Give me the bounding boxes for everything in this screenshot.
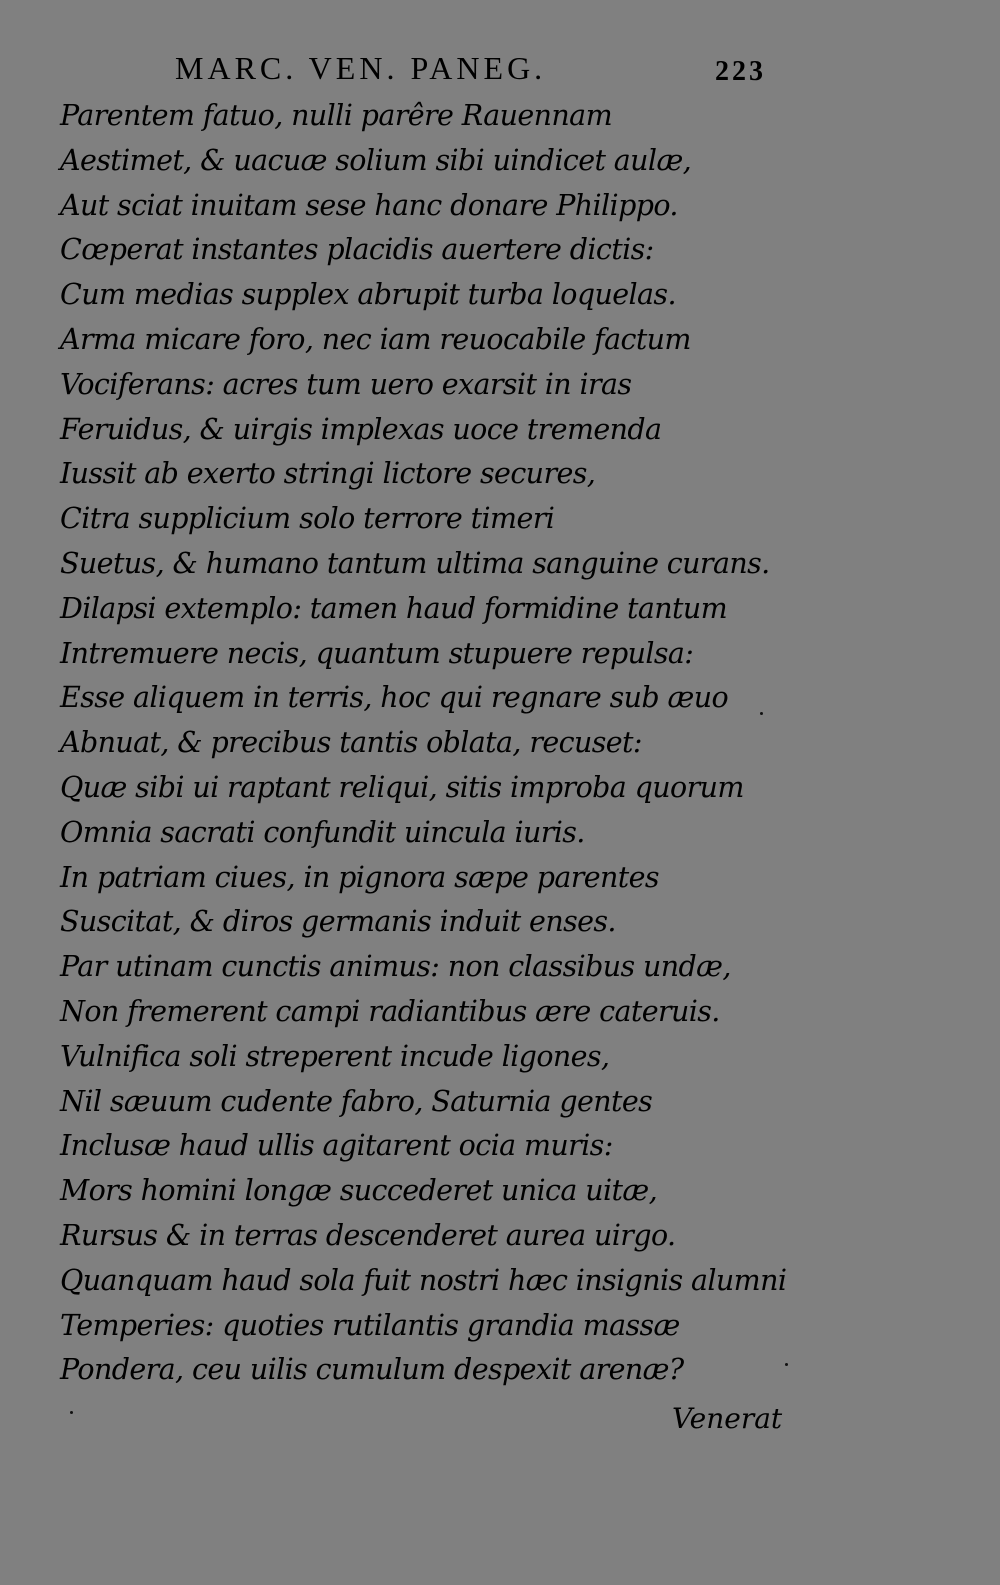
verse-line: Intremuere necis, quantum stupuere repulsa:: [60, 636, 694, 670]
verse-line: Feruidus, & uirgis implexas uoce tremenda: [60, 412, 662, 446]
verse-line: Cœperat instantes placidis auertere dictis:: [60, 233, 654, 267]
verse-line: Aestimet, & uacuæ solium sibi uindicet aulæ,: [60, 143, 692, 177]
verse-line: Suetus, & humano tantum ultima sanguine curans.: [60, 546, 770, 580]
verse-line: Nil sæuum cudente fabro, Saturnia gentes: [60, 1084, 653, 1118]
verse-line: Non fremerent campi radiantibus ære cateruis.: [60, 994, 720, 1028]
verse-line: In patriam ciues, in pignora sæpe parentes: [60, 860, 659, 894]
ink-speck: [785, 1363, 788, 1366]
verse-line: Abnuat, & precibus tantis oblata, recuset:: [60, 726, 642, 760]
verse-line: Mors homini longæ succederet unica uitæ,: [60, 1174, 658, 1208]
verse-line: Parentem fatuo, nulli parêre Rauennam: [60, 99, 613, 132]
verse-line: Iussit ab exerto stringi lictore secures,: [60, 457, 596, 491]
verse-line: Pondera, ceu uilis cumulum despexit arenæ?: [60, 1353, 684, 1387]
verse-line: Vociferans: acres tum uero exarsit in iras: [60, 367, 632, 401]
page-number: 223: [715, 56, 766, 87]
verse-line: Quæ sibi ui raptant reliqui, sitis improba quorum: [60, 770, 744, 804]
running-title: MARC. VEN. PANEG.: [175, 50, 547, 86]
verse-line: Arma micare foro, nec iam reuocabile factum: [60, 322, 691, 356]
verse-line: Esse aliquem in terris, hoc qui regnare sub æuo: [60, 681, 729, 715]
verse-list: [60, 94, 820, 1393]
verse-line: Omnia sacrati confundit uincula iuris.: [60, 815, 585, 849]
verse-line: Vulnifica soli streperent incude ligones,: [60, 1039, 610, 1073]
verse-line: Quanquam haud sola fuit nostri hæc insignis alumni: [60, 1263, 787, 1297]
verse-line: Temperies: quoties rutilantis grandia massæ: [60, 1308, 680, 1342]
verse-line: Citra supplicium solo terrore timeri: [60, 502, 555, 536]
ink-speck: [70, 1411, 73, 1414]
catchword: Venerat: [672, 1402, 783, 1435]
verse-line: Inclusæ haud ullis agitarent ocia muris:: [60, 1129, 613, 1163]
verse-line: Dilapsi extemplo: tamen haud formidine tantum: [60, 591, 728, 625]
verse-line: Cum medias supplex abrupit turba loquelas.: [60, 278, 676, 312]
verse-line: Par utinam cunctis animus: non classibus undæ,: [60, 950, 731, 984]
verse-line: Rursus & in terras descenderet aurea uirgo.: [60, 1218, 676, 1252]
ink-speck: [760, 712, 763, 715]
verse-line: Suscitat, & diros germanis induit enses.: [60, 905, 616, 939]
verse-line: Aut sciat inuitam sese hanc donare Philippo.: [60, 188, 678, 222]
